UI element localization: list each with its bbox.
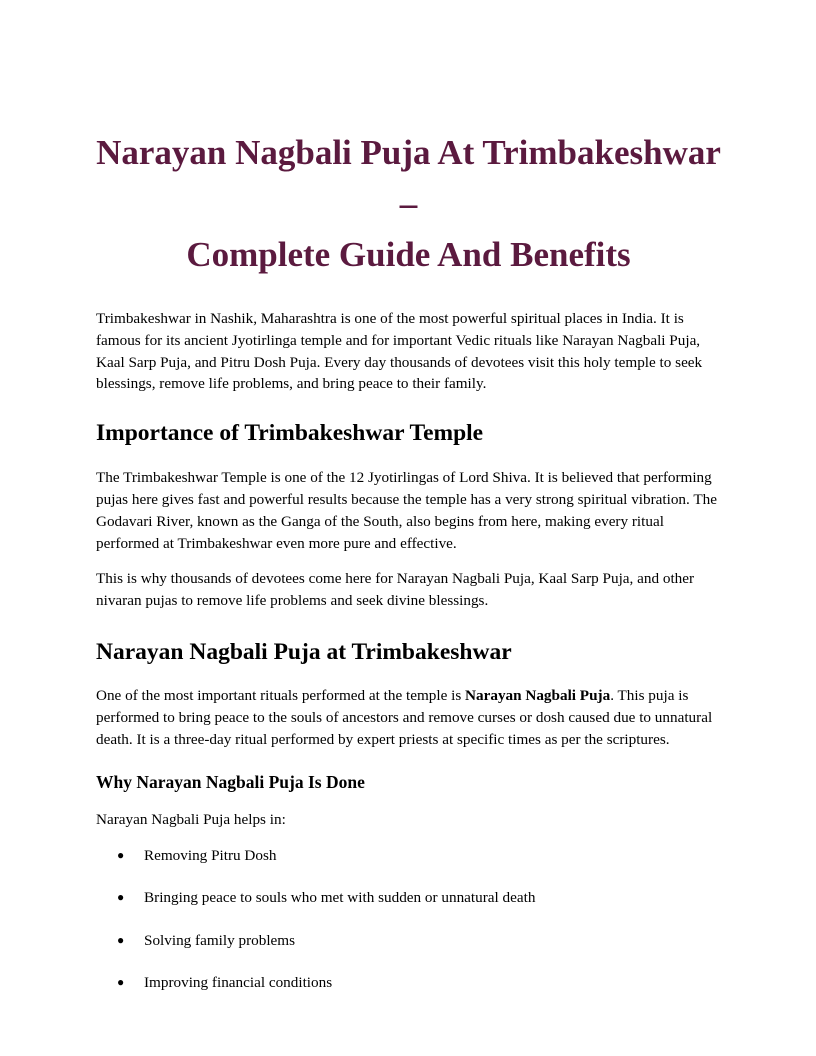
list-item: [96, 845, 721, 867]
list-item-text: Improving financial conditions: [144, 974, 333, 992]
nagbali-paragraph: [96, 685, 721, 750]
nagbali-bold-term: Narayan Nagbali Puja: [465, 686, 611, 704]
nagbali-text-before: One of the most important rituals performed at the temple is: [96, 686, 466, 704]
list-item-text: Bringing peace to souls who met with sudden or unnatural death: [144, 889, 536, 907]
bullet-icon: ●: [117, 848, 125, 863]
importance-paragraph-2: This is why thousands of devotees come here for Narayan Nagbali Puja, Kaal Sarp Puja, and other nivaran pujas to remove life problems and seek divine blessings.: [96, 570, 695, 610]
bullet-icon: ●: [117, 932, 125, 947]
document-title: [96, 127, 721, 280]
list-item: [96, 930, 721, 952]
importance-paragraph-1: The Trimbakeshwar Temple is one of the 12 Jyotirlingas of Lord Shiva. It is believed that performing pujas here gives fast and powerful results because the temple has a very strong spiritual vibration. The Godavari River, known as the Ganga of the South, also begins from here, making every ritual performed at Trimbakeshwar even more pure and effective.: [96, 469, 717, 552]
nagbali-text-after: . This puja is performed to bring peace to the souls of ancestors and remove curses or dosh caused due to unnatural death. It is a three-day ritual performed by expert priests at specific times as per the scriptures.: [96, 686, 713, 748]
list-item-text: Solving family problems: [144, 931, 296, 949]
bullet-icon: ●: [117, 890, 125, 905]
nagbali-heading: Narayan Nagbali Puja at Trimbakeshwar: [96, 638, 512, 665]
title-line-2: Complete Guide And Benefits: [186, 235, 631, 274]
list-item: [96, 887, 721, 909]
benefits-list: [96, 845, 721, 994]
document-page: [96, 127, 721, 1014]
importance-heading: Importance of Trimbakeshwar Temple: [96, 420, 484, 447]
why-lead-text: Narayan Nagbali Puja helps in:: [96, 811, 286, 829]
title-line-1: Narayan Nagbali Puja At Trimbakeshwar –: [96, 133, 721, 223]
intro-paragraph: Trimbakeshwar in Nashik, Maharashtra is one of the most powerful spiritual places in India. It is famous for its ancient Jyotirlinga temple and for important Vedic rituals like Narayan Nagbali Puja, Kaal Sarp Puja, and Pitru Dosh Puja. Every day thousands of devotees visit this holy temple to seek blessings, remove life problems, and bring peace to their family.: [96, 310, 703, 393]
why-heading: Why Narayan Nagbali Puja Is Done: [96, 772, 365, 793]
list-item-text: Removing Pitru Dosh: [144, 847, 277, 865]
bullet-icon: ●: [117, 975, 125, 990]
list-item: [96, 972, 721, 994]
